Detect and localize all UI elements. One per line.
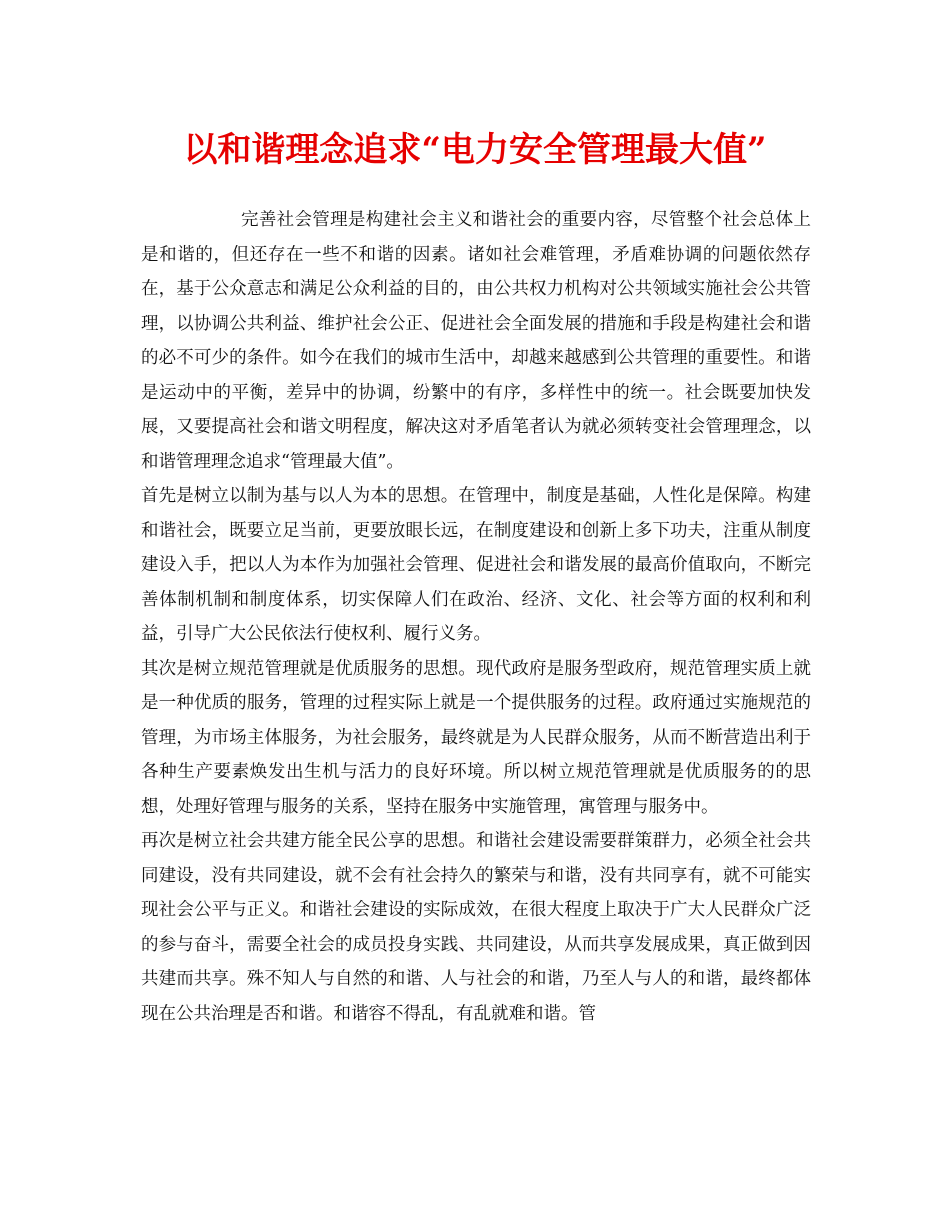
document-body bbox=[141, 203, 811, 1031]
paragraph-second: 其次是树立规范管理就是优质服务的思想。现代政府是服务型政府，规范管理实质上就是一种优质的服务，管理的过程实际上就是一个提供服务的过程。政府通过实施规范的管理，为市场主体服务，为社会服务，最终就是为人民群众服务，从而不断营造出利于各种生产要素焕发出生机与活力的良好环境。所以树立规范管理就是优质服务的的思想，处理好管理与服务的关系，坚持在服务中实施管理，寓管理与服务中。 bbox=[141, 658, 811, 817]
document-title: 以和谐理念追求“电力安全管理最大值” bbox=[183, 130, 767, 170]
paragraph-third: 再次是树立社会共建方能全民公享的思想。和谐社会建设需要群策群力，必须全社会共同建设，没有共同建设，就不会有社会持久的繁荣与和谐，没有共同享有，就不可能实现社会公平与正义。和谐社会建设的实际成效，在很大程度上取决于广大人民群众广泛的参与奋斗，需要全社会的成员投身实践、共同建设，从而共享发展成果，真正做到因共建而共享。殊不知人与自然的和谐、人与社会的和谐，乃至人与人的和谐，最终都体现在公共治理是否和谐。和谐容不得乱，有乱就难和谐。管 bbox=[141, 831, 811, 1024]
paragraph-intro: 完善社会管理是构建社会主义和谐社会的重要内容，尽管整个社会总体上是和谐的，但还存在一些不和谐的因素。诸如社会难管理，矛盾难协调的问题依然存在，基于公众意志和满足公众利益的目的，由公共权力机构对公共领域实施社会公共管理，以协调公共利益、维护社会公正、促进社会全面发展的措施和手段是构建社会和谐的必不可少的条件。如今在我们的城市生活中，却越来越感到公共管理的重要性。和谐是运动中的平衡，差异中的协调，纷繁中的有序，多样性中的统一。社会既要加快发展，又要提高社会和谐文明程度，解决这对矛盾笔者认为就必须转变社会管理理念，以和谐管理理念追求“管理最大值”。 bbox=[141, 210, 811, 472]
paragraph-first: 首先是树立以制为基与以人为本的思想。在管理中，制度是基础，人性化是保障。构建和谐社会，既要立足当前，更要放眼长远，在制度建设和创新上多下功夫，注重从制度建设入手，把以人为本作为加强社会管理、促进社会和谐发展的最高价值取向，不断完善体制机制和制度体系，切实保障人们在政治、经济、文化、社会等方面的权利和利益，引导广大公民依法行使权利、履行义务。 bbox=[141, 486, 811, 644]
